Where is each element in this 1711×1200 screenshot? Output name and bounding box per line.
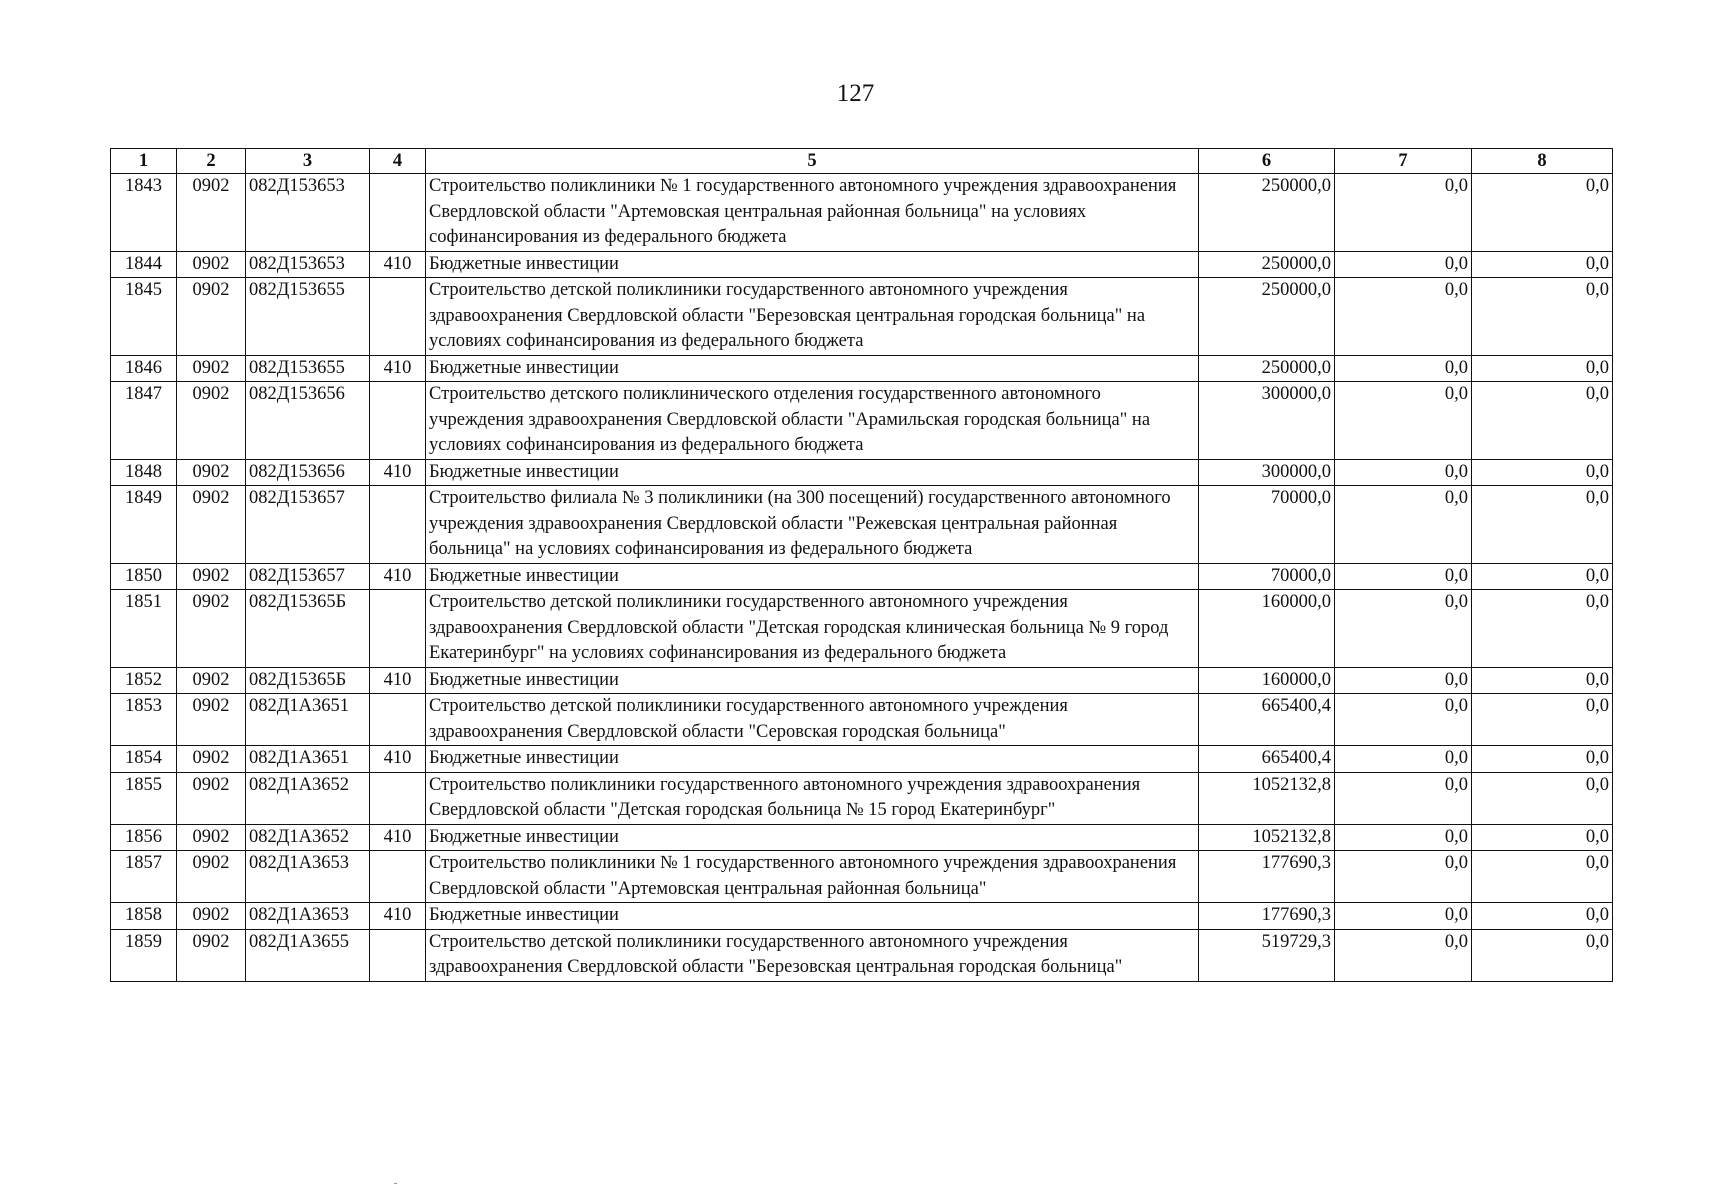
amount-col-7: 0,0: [1335, 851, 1472, 903]
section-code: 0902: [177, 929, 246, 981]
target-article-code: 082Д153657: [246, 486, 370, 564]
row-description: Бюджетные инвестиции: [426, 667, 1199, 694]
amount-col-7: 0,0: [1335, 929, 1472, 981]
target-article-code: 082Д1А3651: [246, 694, 370, 746]
section-code: 0902: [177, 355, 246, 382]
section-code: 0902: [177, 459, 246, 486]
table-body: [111, 174, 1613, 982]
section-code: 0902: [177, 278, 246, 356]
amount-col-6: 519729,3: [1199, 929, 1335, 981]
amount-col-6: 177690,3: [1199, 903, 1335, 930]
row-description: Бюджетные инвестиции: [426, 563, 1199, 590]
amount-col-8: 0,0: [1472, 382, 1613, 460]
row-number: 1851: [111, 590, 177, 668]
row-description: Строительство поликлиники № 1 государственного автономного учреждения здравоохранения Свердловской области "Артемовская центральная районная больница": [426, 851, 1199, 903]
row-number: 1850: [111, 563, 177, 590]
section-code: 0902: [177, 772, 246, 824]
row-number: 1844: [111, 251, 177, 278]
scan-mark: [394, 1183, 397, 1184]
column-header: 6: [1199, 149, 1335, 174]
page-number: 127: [836, 80, 875, 107]
row-number: 1849: [111, 486, 177, 564]
row-number: 1855: [111, 772, 177, 824]
row-description: Бюджетные инвестиции: [426, 459, 1199, 486]
column-header: 5: [426, 149, 1199, 174]
row-description: Бюджетные инвестиции: [426, 251, 1199, 278]
expense-type-code: [370, 929, 426, 981]
expense-type-code: [370, 694, 426, 746]
amount-col-6: 70000,0: [1199, 486, 1335, 564]
expense-type-code: 410: [370, 459, 426, 486]
table-row: [111, 746, 1613, 773]
amount-col-6: 665400,4: [1199, 694, 1335, 746]
row-number: 1853: [111, 694, 177, 746]
amount-col-7: 0,0: [1335, 486, 1472, 564]
section-code: 0902: [177, 382, 246, 460]
amount-col-6: 665400,4: [1199, 746, 1335, 773]
target-article-code: 082Д153656: [246, 459, 370, 486]
row-description: Бюджетные инвестиции: [426, 355, 1199, 382]
section-code: 0902: [177, 851, 246, 903]
amount-col-7: 0,0: [1335, 667, 1472, 694]
amount-col-6: 1052132,8: [1199, 824, 1335, 851]
column-header: 3: [246, 149, 370, 174]
amount-col-6: 250000,0: [1199, 278, 1335, 356]
amount-col-6: 160000,0: [1199, 590, 1335, 668]
section-code: 0902: [177, 667, 246, 694]
amount-col-8: 0,0: [1472, 694, 1613, 746]
target-article-code: 082Д1А3652: [246, 824, 370, 851]
expense-type-code: 410: [370, 824, 426, 851]
target-article-code: 082Д1А3653: [246, 903, 370, 930]
amount-col-8: 0,0: [1472, 251, 1613, 278]
amount-col-6: 300000,0: [1199, 459, 1335, 486]
section-code: 0902: [177, 824, 246, 851]
expense-type-code: 410: [370, 667, 426, 694]
amount-col-8: 0,0: [1472, 929, 1613, 981]
row-number: 1857: [111, 851, 177, 903]
table-row: [111, 355, 1613, 382]
amount-col-6: 250000,0: [1199, 174, 1335, 252]
table-row: [111, 486, 1613, 564]
amount-col-7: 0,0: [1335, 459, 1472, 486]
row-number: 1858: [111, 903, 177, 930]
header-row: [111, 149, 1613, 174]
section-code: 0902: [177, 174, 246, 252]
table-row: [111, 382, 1613, 460]
row-number: 1846: [111, 355, 177, 382]
amount-col-8: 0,0: [1472, 746, 1613, 773]
row-number: 1856: [111, 824, 177, 851]
target-article-code: 082Д1А3652: [246, 772, 370, 824]
amount-col-7: 0,0: [1335, 174, 1472, 252]
row-description: Строительство детской поликлиники государственного автономного учреждения здравоохранения Свердловской области "Березовская центральная городская больница": [426, 929, 1199, 981]
table-row: [111, 824, 1613, 851]
row-description: Строительство детской поликлиники государственного автономного учреждения здравоохранения Свердловской области "Березовская центральная городская больница" на условиях софинансирования из федерального бюджета: [426, 278, 1199, 356]
amount-col-7: 0,0: [1335, 772, 1472, 824]
row-description: Строительство детской поликлиники государственного автономного учреждения здравоохранения Свердловской области "Серовская городская больница": [426, 694, 1199, 746]
row-number: 1847: [111, 382, 177, 460]
row-number: 1859: [111, 929, 177, 981]
table-row: [111, 590, 1613, 668]
column-header: 1: [111, 149, 177, 174]
amount-col-8: 0,0: [1472, 772, 1613, 824]
table-row: [111, 772, 1613, 824]
target-article-code: 082Д153655: [246, 355, 370, 382]
amount-col-7: 0,0: [1335, 355, 1472, 382]
amount-col-8: 0,0: [1472, 667, 1613, 694]
amount-col-6: 300000,0: [1199, 382, 1335, 460]
table-row: [111, 903, 1613, 930]
amount-col-8: 0,0: [1472, 355, 1613, 382]
amount-col-7: 0,0: [1335, 382, 1472, 460]
row-description: Строительство детского поликлинического отделения государственного автономного учреждения здравоохранения Свердловской области "Арамильская городская больница" на условиях софинансирования из федерального бюджета: [426, 382, 1199, 460]
expense-type-code: 410: [370, 563, 426, 590]
section-code: 0902: [177, 590, 246, 668]
column-header: 7: [1335, 149, 1472, 174]
row-number: 1854: [111, 746, 177, 773]
row-number: 1845: [111, 278, 177, 356]
row-description: Строительство поликлиники государственного автономного учреждения здравоохранения Свердловской области "Детская городская больница № 15 город Екатеринбург": [426, 772, 1199, 824]
table-row: [111, 459, 1613, 486]
row-number: 1852: [111, 667, 177, 694]
column-header: 2: [177, 149, 246, 174]
target-article-code: 082Д153656: [246, 382, 370, 460]
table-row: [111, 694, 1613, 746]
column-header: 4: [370, 149, 426, 174]
target-article-code: 082Д153657: [246, 563, 370, 590]
target-article-code: 082Д1А3655: [246, 929, 370, 981]
section-code: 0902: [177, 746, 246, 773]
amount-col-7: 0,0: [1335, 278, 1472, 356]
amount-col-7: 0,0: [1335, 746, 1472, 773]
amount-col-7: 0,0: [1335, 590, 1472, 668]
amount-col-8: 0,0: [1472, 563, 1613, 590]
amount-col-6: 160000,0: [1199, 667, 1335, 694]
expense-type-code: [370, 486, 426, 564]
amount-col-8: 0,0: [1472, 824, 1613, 851]
expense-type-code: 410: [370, 903, 426, 930]
expense-type-code: 410: [370, 251, 426, 278]
amount-col-7: 0,0: [1335, 694, 1472, 746]
row-description: Строительство поликлиники № 1 государственного автономного учреждения здравоохранения Свердловской области "Артемовская центральная районная больница" на условиях софинансирования из федерального бюджета: [426, 174, 1199, 252]
table-row: [111, 851, 1613, 903]
expense-type-code: [370, 174, 426, 252]
amount-col-8: 0,0: [1472, 851, 1613, 903]
amount-col-8: 0,0: [1472, 590, 1613, 668]
expense-type-code: [370, 382, 426, 460]
row-number: 1843: [111, 174, 177, 252]
expense-type-code: 410: [370, 355, 426, 382]
table-row: [111, 929, 1613, 981]
section-code: 0902: [177, 251, 246, 278]
amount-col-7: 0,0: [1335, 251, 1472, 278]
amount-col-7: 0,0: [1335, 824, 1472, 851]
amount-col-6: 250000,0: [1199, 355, 1335, 382]
amount-col-8: 0,0: [1472, 486, 1613, 564]
column-header: 8: [1472, 149, 1613, 174]
table-row: [111, 278, 1613, 356]
amount-col-7: 0,0: [1335, 903, 1472, 930]
table-row: [111, 174, 1613, 252]
table-row: [111, 251, 1613, 278]
amount-col-6: 250000,0: [1199, 251, 1335, 278]
expense-type-code: 410: [370, 746, 426, 773]
table-row: [111, 563, 1613, 590]
target-article-code: 082Д1А3651: [246, 746, 370, 773]
amount-col-6: 70000,0: [1199, 563, 1335, 590]
expense-type-code: [370, 772, 426, 824]
amount-col-6: 1052132,8: [1199, 772, 1335, 824]
row-description: Строительство филиала № 3 поликлиники (на 300 посещений) государственного автономного учреждения здравоохранения Свердловской области "Режевская центральная районная больница" на условиях софинансирования из федерального бюджета: [426, 486, 1199, 564]
amount-col-8: 0,0: [1472, 174, 1613, 252]
section-code: 0902: [177, 563, 246, 590]
section-code: 0902: [177, 903, 246, 930]
row-number: 1848: [111, 459, 177, 486]
amount-col-7: 0,0: [1335, 563, 1472, 590]
table-row: [111, 667, 1613, 694]
row-description: Строительство детской поликлиники государственного автономного учреждения здравоохранения Свердловской области "Детская городская клиническая больница № 9 город Екатеринбург" на условиях софинансирования из федерального бюджета: [426, 590, 1199, 668]
amount-col-8: 0,0: [1472, 459, 1613, 486]
budget-table: [110, 148, 1613, 982]
target-article-code: 082Д1А3653: [246, 851, 370, 903]
target-article-code: 082Д15365Б: [246, 667, 370, 694]
expense-type-code: [370, 278, 426, 356]
section-code: 0902: [177, 486, 246, 564]
section-code: 0902: [177, 694, 246, 746]
amount-col-6: 177690,3: [1199, 851, 1335, 903]
amount-col-8: 0,0: [1472, 903, 1613, 930]
target-article-code: 082Д153653: [246, 251, 370, 278]
expense-type-code: [370, 590, 426, 668]
target-article-code: 082Д15365Б: [246, 590, 370, 668]
target-article-code: 082Д153653: [246, 174, 370, 252]
row-description: Бюджетные инвестиции: [426, 746, 1199, 773]
expense-type-code: [370, 851, 426, 903]
target-article-code: 082Д153655: [246, 278, 370, 356]
amount-col-8: 0,0: [1472, 278, 1613, 356]
row-description: Бюджетные инвестиции: [426, 903, 1199, 930]
row-description: Бюджетные инвестиции: [426, 824, 1199, 851]
